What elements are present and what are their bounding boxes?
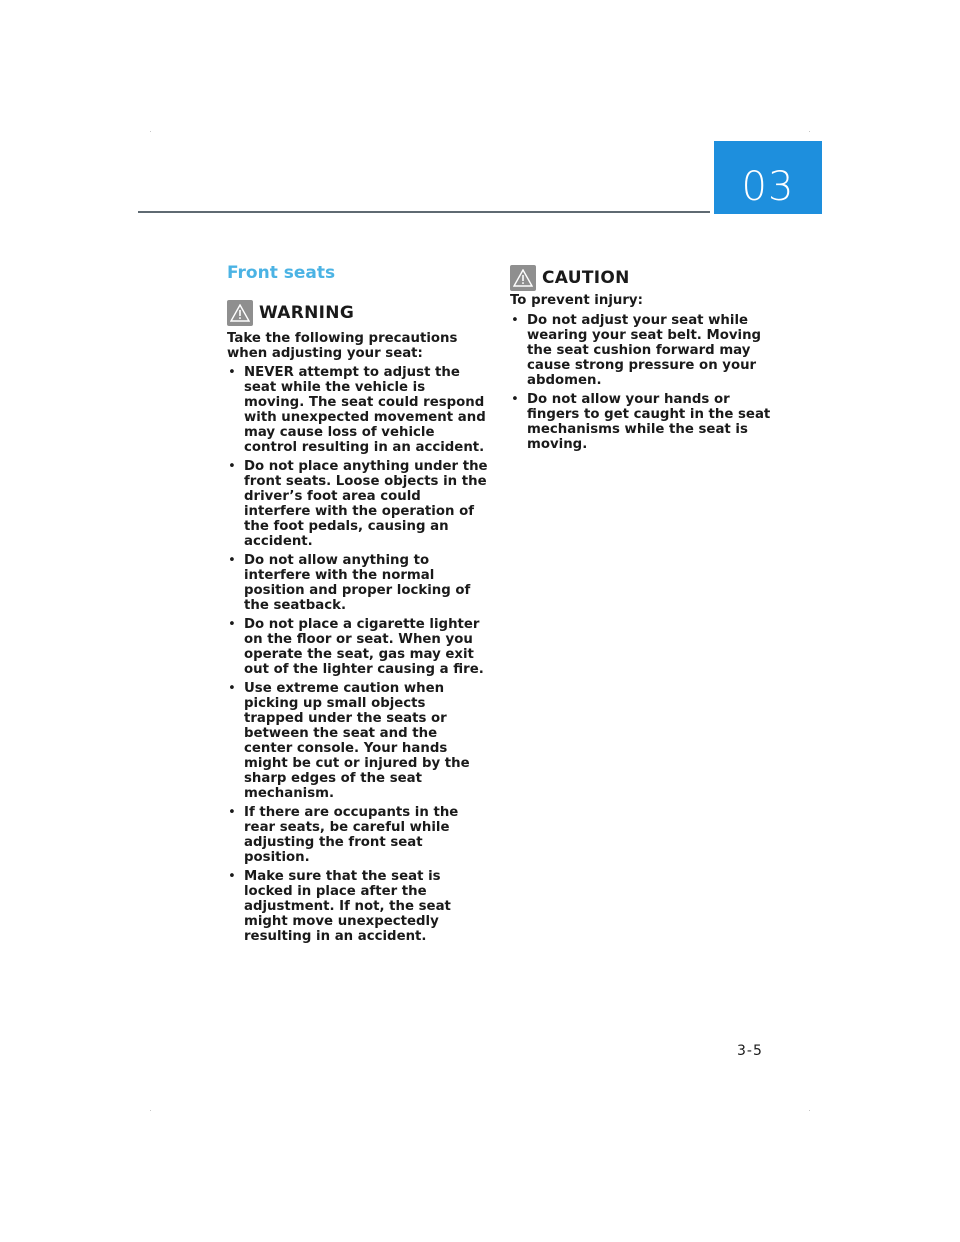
warning-list-item: • Make sure that the seat is locked in place after the adjustment. If not, the seat might move unexpectedly resulting in an accident.: [227, 869, 489, 944]
crop-mark: [150, 131, 151, 132]
caution-label: CAUTION: [542, 268, 630, 288]
page-number: 3-5: [737, 1043, 763, 1059]
warning-triangle-icon: [227, 300, 253, 326]
warning-label: WARNING: [259, 303, 355, 323]
warning-list-item: • NEVER attempt to adjust the seat while the vehicle is moving. The seat could respond with unexpected movement and may cause loss of vehicle control resulting in an accident.: [227, 365, 489, 455]
header-rule: [138, 211, 710, 213]
caution-list: [510, 313, 772, 456]
caution-intro: To prevent injury:: [510, 293, 643, 308]
warning-triangle-icon: [510, 265, 536, 291]
caution-list-item: • Do not allow your hands or fingers to get caught in the seat mechanisms while the seat is moving.: [510, 392, 772, 452]
warning-list-item: • Do not allow anything to interfere with the normal position and proper locking of the seatback.: [227, 553, 489, 613]
caution-header: [510, 265, 630, 291]
section-title: Front seats: [227, 263, 336, 283]
warning-list-item: • If there are occupants in the rear seats, be careful while adjusting the front seat position.: [227, 805, 489, 865]
crop-mark: [150, 1110, 151, 1111]
crop-mark: [809, 1110, 810, 1111]
crop-mark: [809, 131, 810, 132]
warning-list-item: • Do not place anything under the front seats. Loose objects in the driver’s foot area could interfere with the operation of the foot pedals, causing an accident.: [227, 459, 489, 549]
warning-list: [227, 365, 489, 948]
warning-list-item: • Do not place a cigarette lighter on the floor or seat. When you operate the seat, gas may exit out of the lighter causing a fire.: [227, 617, 489, 677]
warning-intro: Take the following precautions when adjusting your seat:: [227, 331, 458, 361]
chapter-tab: 03: [714, 141, 822, 214]
warning-header: [227, 300, 354, 326]
warning-list-item: • Use extreme caution when picking up small objects trapped under the seats or between the seat and the center console. Your hands might be cut or injured by the sharp edges of the seat mechanism.: [227, 681, 489, 801]
caution-list-item: • Do not adjust your seat while wearing your seat belt. Moving the seat cushion forward may cause strong pressure on your abdomen.: [510, 313, 772, 388]
